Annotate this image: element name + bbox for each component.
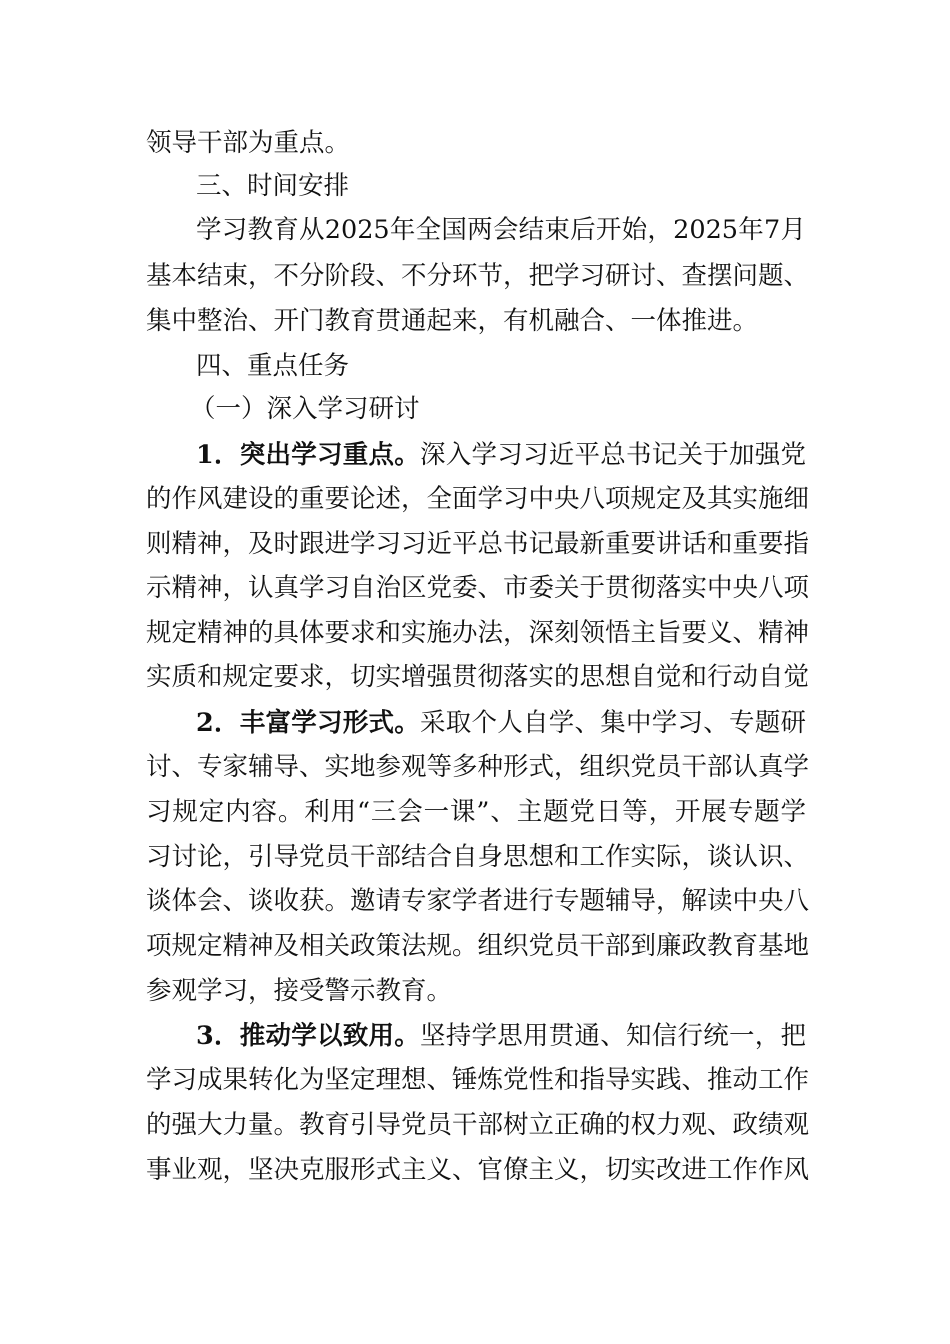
item-2-lead: 2．丰富学习形式。 (196, 708, 420, 738)
item-1-lead: 1．突出学习重点。 (196, 440, 420, 470)
section-heading-time-arrangement: 三、时间安排 (196, 171, 350, 201)
paragraph-line: 的作风建设的重要论述，全面学习中央八项规定及其实施细 (146, 484, 810, 514)
paragraph-line: 基本结束，不分阶段、不分环节，把学习研讨、查摆问题、 (146, 261, 810, 291)
subsection-heading-deep-study: （一）深入学习研讨 (190, 394, 420, 424)
paragraph-line: 谈体会、谈收获。邀请专家学者进行专题辅导，解读中央八 (146, 886, 810, 916)
paragraph-line: 实质和规定要求，切实增强贯彻落实的思想自觉和行动自觉 (146, 662, 810, 692)
paragraph-line: 习讨论，引导党员干部结合自身思想和工作实际，谈认识、 (146, 842, 810, 872)
paragraph-line: 则精神，及时跟进学习习近平总书记最新重要讲话和重要指 (146, 529, 810, 559)
item-1-first-rest: 深入学习习近平总书记关于加强党 (420, 440, 806, 470)
paragraph-line: 示精神，认真学习自治区党委、市委关于贯彻落实中央八项 (146, 573, 810, 603)
item-3-lead: 3．推动学以致用。 (196, 1021, 420, 1051)
item-1-first-line (196, 433, 806, 477)
item-2-first-line (196, 701, 806, 745)
paragraph-line: 的强大力量。教育引导党员干部树立正确的权力观、政绩观 (146, 1110, 810, 1140)
paragraph-line: 项规定精神及相关政策法规。组织党员干部到廉政教育基地 (146, 931, 810, 961)
paragraph-line: 领导干部为重点。 (146, 128, 351, 158)
paragraph-line: 集中整治、开门教育贯通起来，有机融合、一体推进。 (146, 306, 759, 336)
item-3-first-line (196, 1014, 806, 1058)
paragraph-line: 规定精神的具体要求和实施办法，深刻领悟主旨要义、精神 (146, 618, 810, 648)
paragraph-line: 习规定内容。利用“三会一课”、主题党日等，开展专题学 (146, 797, 806, 827)
paragraph-line: 学习成果转化为坚定理想、锤炼党性和指导实践、推动工作 (146, 1065, 810, 1095)
section-heading-key-tasks: 四、重点任务 (196, 351, 350, 381)
item-2-first-rest: 采取个人自学、集中学习、专题研 (420, 708, 806, 738)
paragraph-line: 参观学习，接受警示教育。 (146, 976, 453, 1006)
paragraph-line: 讨、专家辅导、实地参观等多种形式，组织党员干部认真学 (146, 752, 810, 782)
paragraph-line: 学习教育从2025年全国两会结束后开始，2025年7月 (196, 215, 806, 245)
paragraph-line: 事业观，坚决克服形式主义、官僚主义，切实改进工作作风 (146, 1155, 810, 1185)
item-3-first-rest: 坚持学思用贯通、知信行统一，把 (420, 1021, 806, 1051)
